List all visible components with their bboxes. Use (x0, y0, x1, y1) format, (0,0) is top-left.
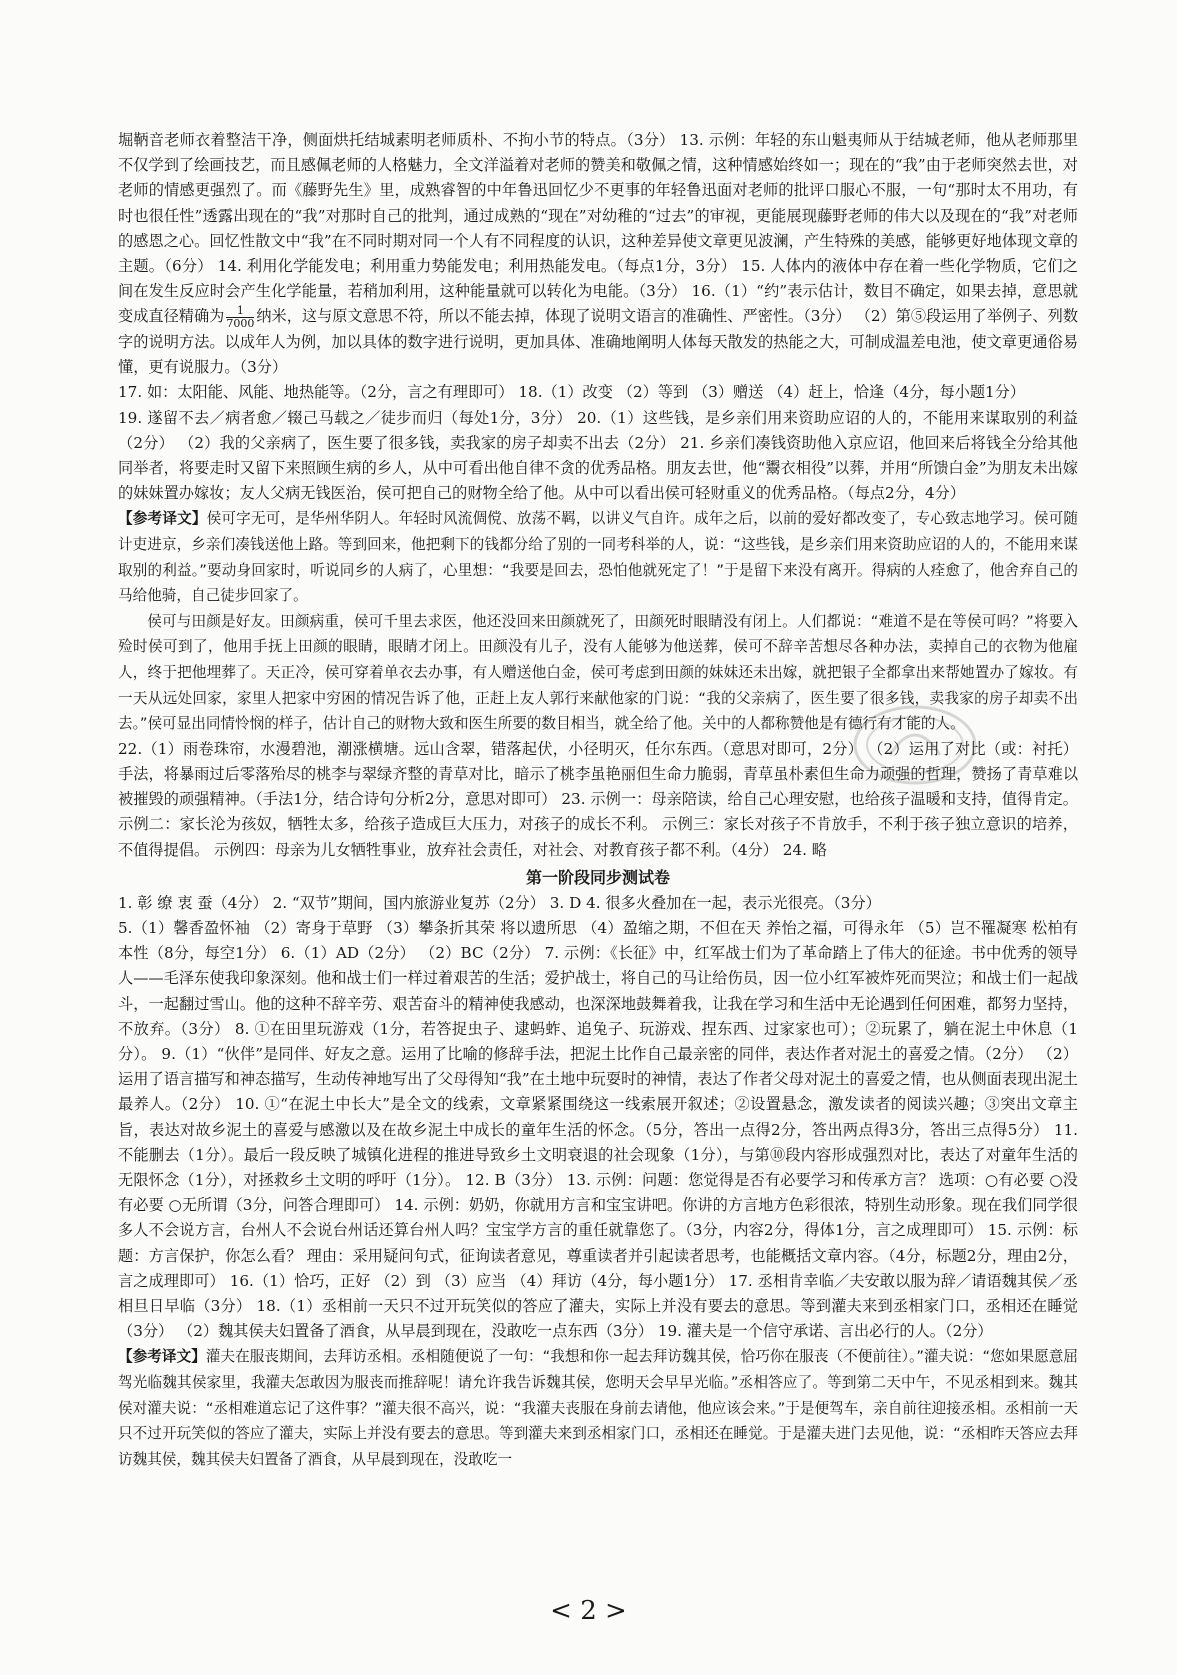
answer-paragraph-1 (118, 128, 1078, 380)
answer-paragraph-5: 1. 彰 缭 衷 蚕（4分） 2. “双节”期间，国内旅游业复苏（2分） 3. D 4. 很多火叠加在一起，表示光很亮。（3分） (118, 893, 881, 912)
page-number: < 2 > (550, 1596, 627, 1626)
reference-translation-2 (118, 1344, 1078, 1472)
fraction-denominator: 7000 (226, 316, 255, 330)
reference-translation-1b: 侯可与田颜是好友。田颜病重，侯可千里去求医，他还没回来田颜就死了，田颜死时眼睛没有闭上。人们都说：“难道不是在等侯可吗？”将要入殓时侯可到了，他用手抚上田颜的眼睛，眼睛才闭上。田颜没有儿子，没有人能够为他送葬，侯可不辞辛苦想尽各种办法，卖掉自己的衣物为他雇人，终于把他埋葬了。天正冷，侯可穿着单衣去办事，有人赠送他白金，侯可考虑到田颜的妹妹还未出嫁，就把银子全都拿出来帮她置办了嫁妆。有一天从远处回家，家里人把家中穷困的情况告诉了他，正赶上友人郭行来献他家的门说：“我的父亲病了，医生要了很多钱，卖我家的房子却卖不出去。”侯可显出同情怜悯的样子，估计自己的财物大致和医生所要的数目相当，就全给了他。关中的人都称赞他是有德行有才能的人。 (118, 612, 1078, 733)
stamp-logo (850, 700, 980, 790)
section-title: 第一阶段同步测试卷 (525, 867, 670, 887)
answer-text: 堀鞆音老师衣着整洁干净，侧面烘托结城素明老师质朴、不拘小节的特点。（3分） 13. 示例：年轻的东山魁夷师从于结城老师，他从老师那里不仅学到了绘画技艺，而且感佩老师的人格魅力，全文洋溢着对老师的赞美和敬佩之情，这种情感始终如一；现在的“我”由于老师突然去世，对老师的情感更强烈了。而《藤野先生》里，成熟睿智的中年鲁迅回忆少不更事的年轻鲁迅面对老师的批评口服心不服，一句“那时太不用功，有时也很任性”透露出现在的“我”对那时自己的批判，通过成熟的“现在”对幼稚的“过去”的审视，更能展现藤野老师的伟大以及现在的“我”对老师的感恩之心。回忆性散文中“我”在不同时期对同一个人有不同程度的认识，这种差异使文章更见波澜，产生特殊的美感，能够更好地体现文章的主题。（6分） 14. 利用化学能发电；利用重力势能发电；利用热能发电。（每点1分，3分） 15. 人体内的液体中存在着一些化学物质，它们之间在发生反应时会产生化学能量，若稍加利用，这种能量就可以转化为电能。（3分） 16.（1）“约”表示估计，数目不确定，如果去掉，意思就变成直径精确为 (118, 131, 1078, 326)
answer-text: 纳米，这与原文意思不符，所以不能去掉，体现了说明文语言的准确性、严密性。（3分） （2）第⑤段运用了举例子、列数字的说明方法。以成年人为例，加以具体的数字进行说明，更加具体、准确地阐明人体每天散发的热能之大，可制成温差电池，使文章更通俗易懂，更有说服力。（3分） (118, 307, 1079, 377)
fraction (226, 305, 254, 330)
translation-tag: 【参考译文】 (118, 510, 207, 528)
translation-text: 侯可字无可，是华州华阴人。年轻时风流倜傥、放荡不羁，以讲义气自许。成年之后，以前的爱好都改变了，专心致志地学习。侯可随计吏进京，乡亲们凑钱送他上路。等到回来，他把剩下的钱都分给了别的一同考科举的人，说：“这些钱，是乡亲们用来资助应诏的人的，不能用来谋取别的利益。”要动身回家时，听说同乡的人病了，心里想：“我要是回去，恐怕他就死定了！”于是留下来没有离开。得病的人痊愈了，他舍弃自己的马给他骑，自己徒步回家了。 (118, 510, 1078, 605)
translation-text: 灌夫在服丧期间，去拜访丞相。丞相随便说了一句：“我想和你一起去拜访魏其侯，恰巧你在服丧（不便前往）。”灌夫说：“您如果愿意屈驾光临魏其侯家里，我灌夫怎敢因为服丧而推辞呢！请允许我告诉魏其侯，您明天会早早光临。”丞相答应了。等到第二天中午，不见丞相到来。魏其侯对灌夫说：“丞相难道忘记了这件事？”灌夫很不高兴，说：“我灌夫丧服在身前去请他，他应该会来。”于是便驾车，亲自前往迎接丞相。丞相前一天只不过开玩笑似的答应了灌夫，实际上并没有要去的意思。等到灌夫来到丞相家门口，丞相还在睡觉。于是灌夫进门去见他，说：“丞相昨天答应去拜访魏其侯，魏其侯夫妇置备了酒食，从早晨到现在，没敢吃一 (118, 1348, 1078, 1468)
fraction-numerator: 1 (226, 305, 254, 318)
answer-paragraph-2: 17. 如：太阳能、风能、地热能等。（2分，言之有理即可） 18.（1）改变 （2）等到 （3）赠送 （4）赶上，恰逢（4分，每小题1分） (118, 383, 1026, 402)
answer-paragraph-4: 22.（1）雨卷珠帘，水漫碧池，潮涨横塘。远山含翠，错落起伏，小径明灭，任尔东西。（意思对即可，2分） （2）运用了对比（或：衬托）手法，将暴雨过后零落殆尽的桃李与翠绿齐整的青草对比，暗示了桃李虽艳丽但生命力脆弱，青草虽朴素但生命力顽强的哲理，赞扬了青草难以被摧毁的顽强精神。（手法1分，结合诗句分析2分，意思对即可） 23. 示例一：母亲陪读，给自己心理安慰，也给孩子温暖和支持，值得肯定。 示例二：家长沦为孩奴，牺牲太多，给孩子造成巨大压力，对孩子的成长不利。 示例三：家长对孩子不肯放手，不利于孩子独立意识的培养，不值得提倡。 示例四：母亲为儿女牺牲事业，放弃社会责任，对社会、对教育孩子都不利。（4分） 24. 略 (118, 739, 1078, 859)
answer-page (118, 128, 1078, 1472)
answer-paragraph-6: 5.（1）馨香盈怀袖 （2）寄身于草野 （3）攀条折其荣 将以遗所思 （4）盈缩之期，不但在天 养怡之福，可得永年 （5）岂不罹凝寒 松柏有本性（8分，每空1分） 6.（1）AD（2分） （2）BC（2分） 7. 示例：《长征》中，红军战士们为了革命踏上了伟大的征途。书中优秀的领导人——毛泽东使我印象深刻。他和战士们一样过着艰苦的生活；爱护战士，将自己的马让给伤员，因一位小红军被炸死而哭泣；和战士们一起战斗，一起翻过雪山。他的这种不辞辛劳、艰苦奋斗的精神使我感动，也深深地鼓舞着我，让我在学习和生活中无论遇到任何困难，都努力坚持，不放弃。（3分） 8. ①在田里玩游戏（1分，若答捉虫子、逮蚂蚱、追兔子、玩游戏、捏东西、过家家也可）；②玩累了，躺在泥土中休息（1分）。 9.（1）“伙伴”是同伴、好友之意。运用了比喻的修辞手法，把泥土比作自己最亲密的同伴，表达作者对泥土的喜爱之情。（2分） （2）运用了语言描写和神态描写，生动传神地写出了父母得知“我”在土地中玩耍时的神情，表达了作者父母对泥土的喜爱之情，也从侧面表现出泥土最养人。（2分） 10. ①“在泥土中长大”是全文的线索，文章紧紧围绕这一线索展开叙述；②设置悬念，激发读者的阅读兴趣；③突出文章主旨，表达对故乡泥土的喜爱与感激以及在故乡泥土中成长的童年生活的怀念。（5分，答出一点得2分，答出两点得3分，答出三点得5分） 11. 不能删去（1分）。最后一段反映了城镇化进程的推进导致乡土文明衰退的社会现象（1分），与第⑩段内容形成强烈对比，表达了对童年生活的无限怀念（1分），对拯救乡土文明的呼吁（1分）。 12. B（3分） 13. 示例：问题：您觉得是否有必要学习和传承方言？ 选项：○有必要 ○没有必要 ○无所谓（3分，问答合理即可） 14. 示例：奶奶，你就用方言和宝宝讲吧。你讲的方言地方色彩很浓，特别生动形象。现在我们同学很多人不会说方言，台州人不会说台州话还算台州人吗？宝宝学方言的重任就靠您了。（3分，内容2分，得体1分，言之成理即可） 15. 示例：标题：方言保护，你怎么看？ 理由：采用疑问句式，征询读者意见，尊重读者并引起读者思考，也能概括文章内容。（4分，标题2分，理由2分，言之成理即可） 16.（1）恰巧，正好 （2）到 （3）应当 （4）拜访（4分，每小题1分） 17. 丞相肯幸临／夫安敢以服为辞／请语魏其侯／丞相旦日早临（3分） 18.（1）丞相前一天只不过开玩笑似的答应了灌夫，实际上并没有要去的意思。等到灌夫来到丞相家门口，丞相还在睡觉（3分） （2）魏其侯夫妇置备了酒食，从早晨到现在，没敢吃一点东西（3分） 19. 灌夫是一个信守承诺、言出必行的人。（2分） (118, 918, 1078, 1341)
answer-paragraph-3: 19. 遂留不去／病者愈／辍己马载之／徒步而归（每处1分，3分） 20.（1）这些钱，是乡亲们用来资助应诏的人的，不能用来谋取别的利益（2分） （2）我的父亲病了，医生要了很多钱，卖我家的房子却卖不出去（2分） 21. 乡亲们凑钱资助他入京应诏，他回来后将钱全分给其他同举者，将要走时又留下来照顾生病的乡人，从中可看出他自律不贪的优秀品格。朋友去世，他“鬻衣相役”以葬，并用“所馈白金”为朋友未出嫁的妹妹置办嫁妆；友人父病无钱医治，侯可把自己的财物全给了他。从中可以看出侯可轻财重义的优秀品格。（每点2分，4分） (118, 408, 1078, 503)
reference-translation-1 (118, 506, 1078, 608)
translation-tag: 【参考译文】 (118, 1348, 206, 1366)
